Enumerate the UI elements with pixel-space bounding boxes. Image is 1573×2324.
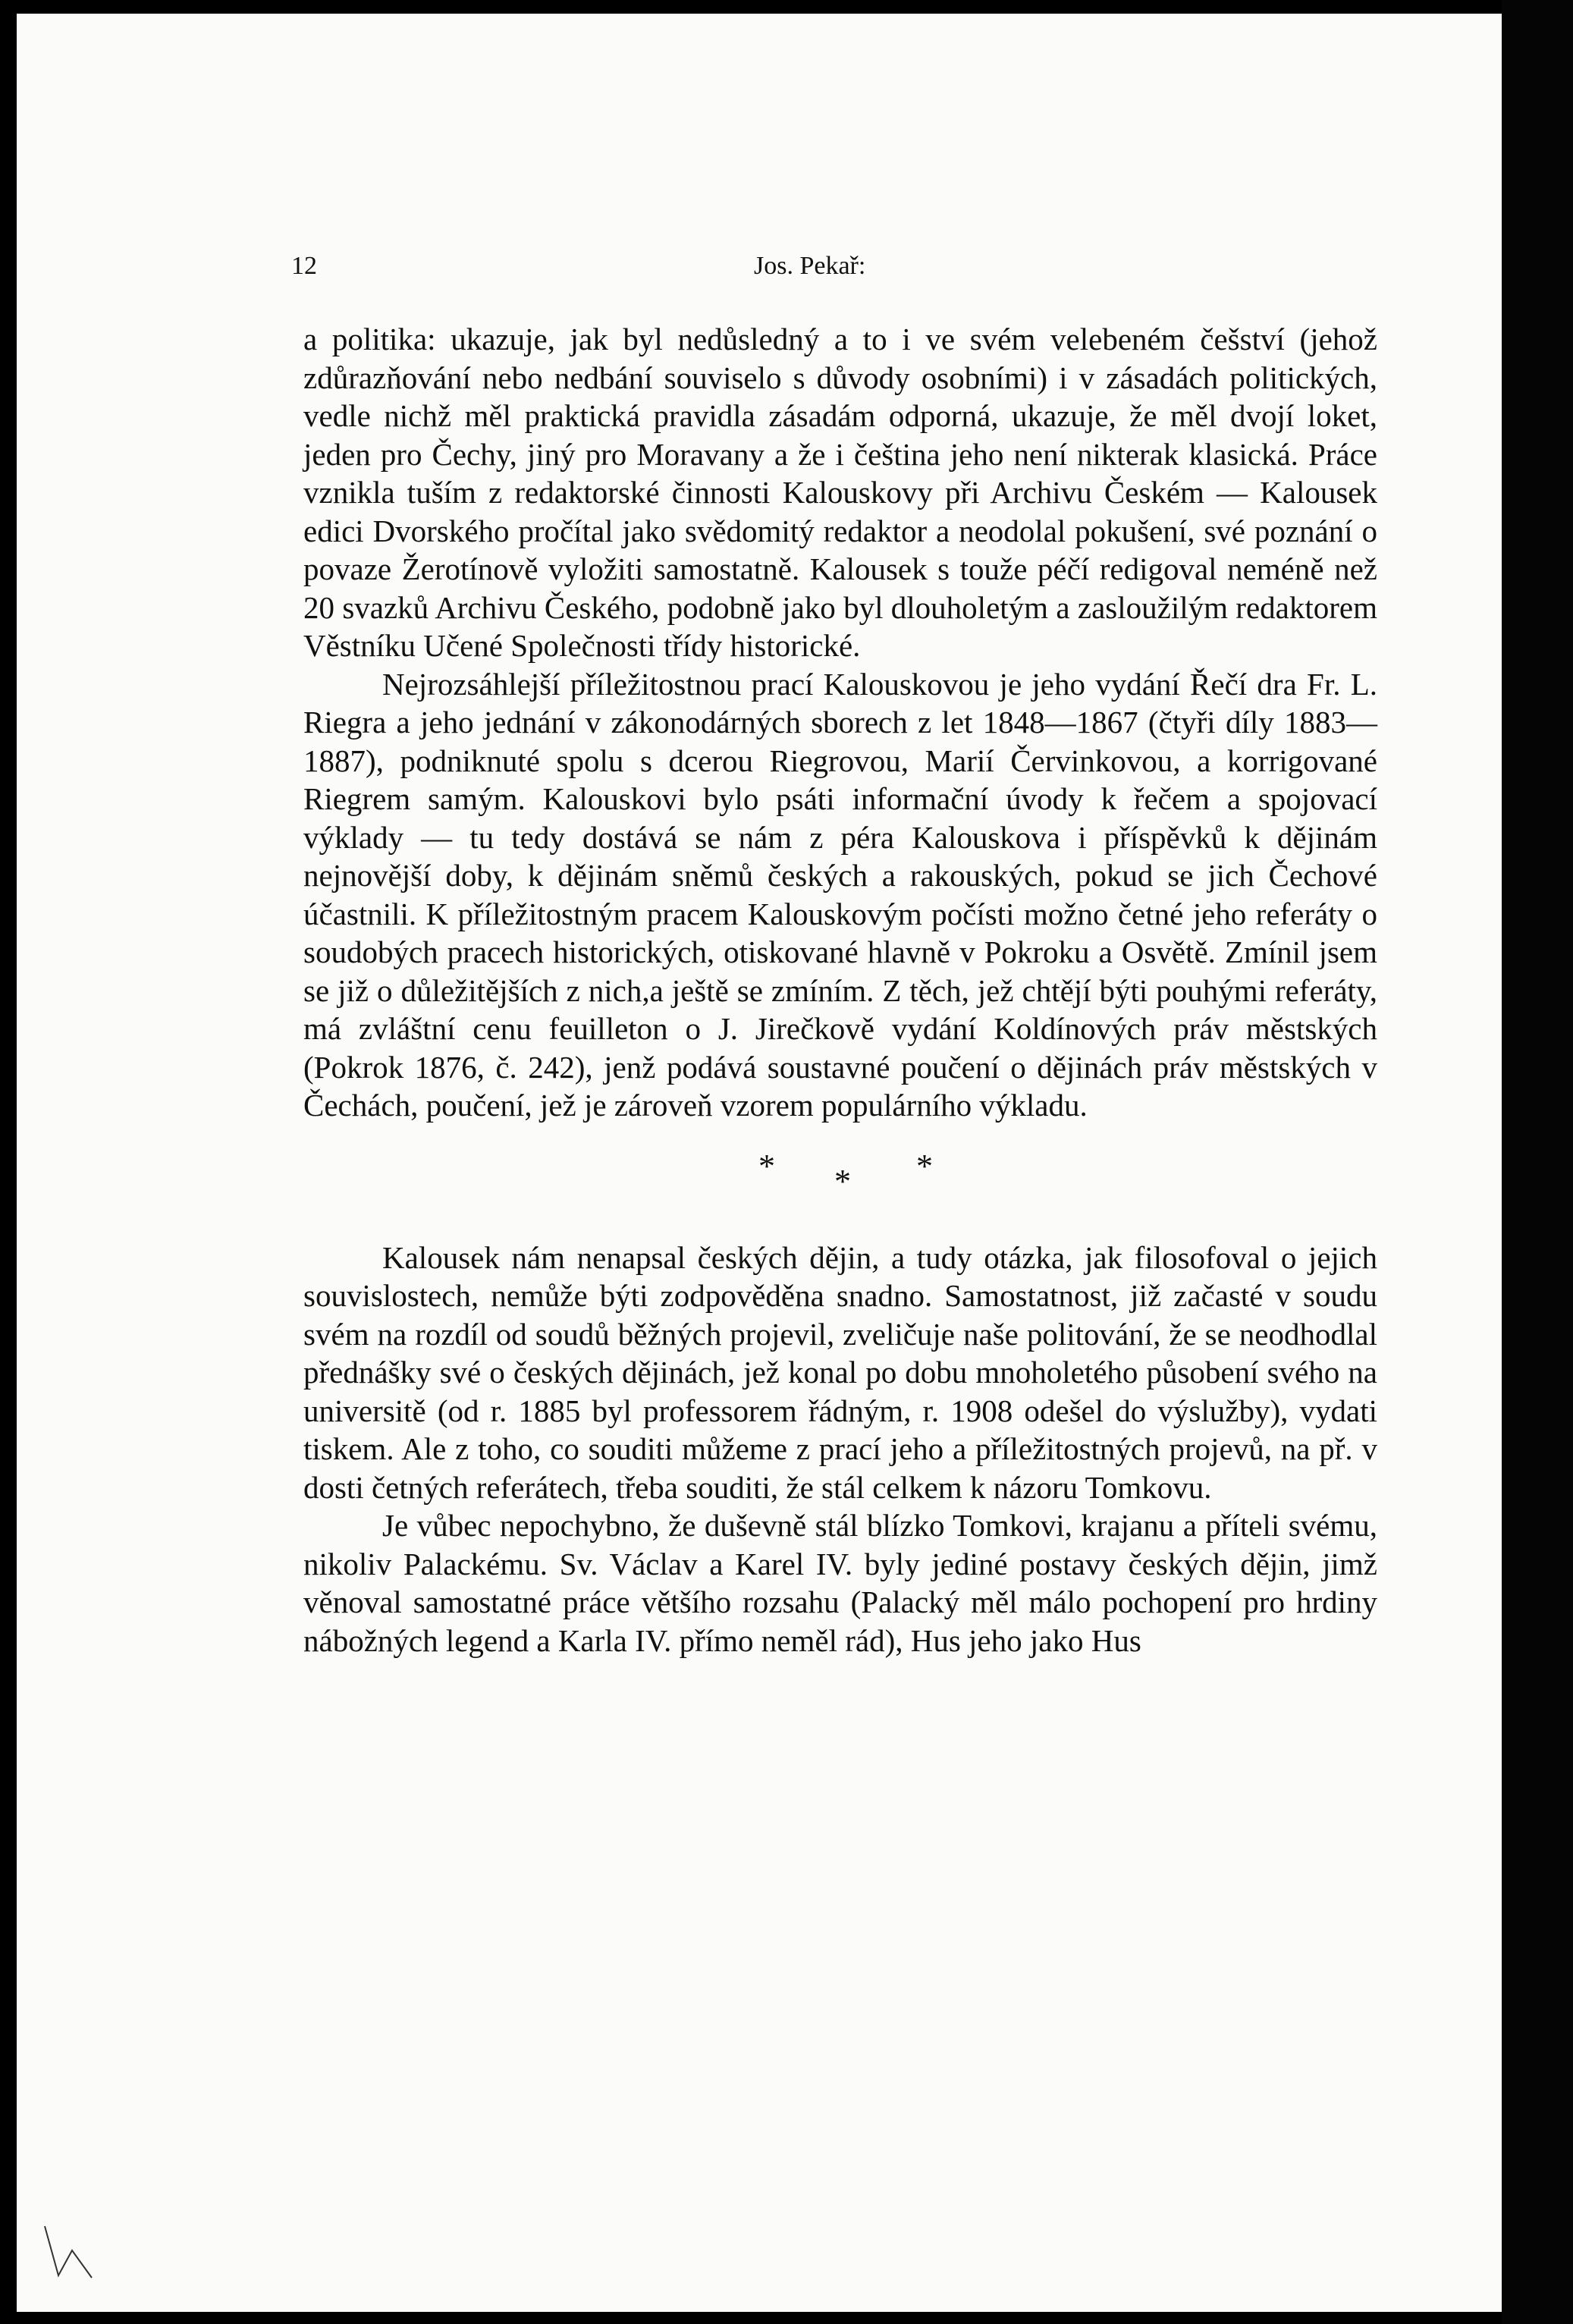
running-head: Jos. Pekař:: [754, 252, 866, 280]
asterisk: *: [758, 1147, 775, 1185]
section-separator: [303, 1125, 1377, 1239]
page-number: 12: [291, 252, 317, 280]
asterisk: *: [834, 1162, 851, 1200]
paragraph: Nejrozsáhlejší příležitostnou prací Kalouskovou je jeho vydání Řečí dra Fr. L. Riegra a jeho jednání v zákonodárných sborech z let 1848—1867 (čtyři díly 1883—1887), podniknuté spolu s dcerou Riegrovou, Marií Červinkovou, a korrigované Riegrem samým. Kalouskovi bylo psáti informační úvody k řečem a spojovací výklady — tu tedy dostává se nám z péra Kalouskova i příspěvků k dějinám nejnovější doby, k dějinám sněmů českých a rakouských, pokud se jich Čechové účastnili. K příležitostným pracem Kalouskovým počísti možno četné jeho referáty o soudobých pracech historických, otiskované hlavně v Pokroku a Osvětě. Zmínil jsem se již o důležitějších z nich,a ještě se zmíním. Z těch, jež chtějí býti pouhými referáty, má zvláštní cenu feuilleton o J. Jirečkově vydání Koldínových práv městských (Pokrok 1876, č. 242), jenž podává soustavné poučení o dějinách práv městských v Čechách, poučení, jež je zároveň vzorem populárního výkladu.: [303, 666, 1377, 1123]
scan-border: [1502, 0, 1573, 2324]
body-text: [303, 320, 1377, 1660]
paragraph: a politika: ukazuje, jak byl nedůsledný a to i ve svém velebeném češství (jehož zdůrazňování nebo nedbání souviselo s důvody osobními) i v zásadách politických, vedle nichž měl praktická pravidla zásadám odporná, ukazuje, že měl dvojí loket, jeden pro Čechy, jiný pro Moravany a že i čeština jeho není nikterak klasická. Práce vznikla tuším z redaktorské činnosti Kalouskovy při Archivu Českém — Kalousek edici Dvorského pročítal jako svědomitý redaktor a neodolal pokušení, své poznání o povaze Žerotínově vyložiti samostatně. Kalousek s touže péčí redigoval neméně než 20 svazků Archivu Českého, podobně jako byl dlouholetým a zasloužilým redaktorem Věstníku Učené Společnosti třídy historické.: [303, 322, 1377, 663]
page-header: [291, 252, 1377, 290]
corner-fold-mark: [42, 2203, 95, 2287]
paragraph: Kalousek nám nenapsal českých dějin, a tudy otázka, jak filosofoval o jejich souvislostech, nemůže býti zodpověděna snadno. Samostatnost, již začasté v soudu svém na rozdíl od soudů běžných projevil, zveličuje naše politování, že se neodhodlal přednášky své o českých dějinách, jež konal po dobu mnoholetého působení svého na universitě (od r. 1885 byl professorem řádným, r. 1908 odešel do výslužby), vydati tiskem. Ale z toho, co souditi můžeme z prací jeho a příležitostných projevů, na př. v dosti četných referátech, třeba souditi, že stál celkem k názoru Tomkovu.: [303, 1239, 1377, 1505]
asterisk: *: [916, 1147, 933, 1185]
paragraph: Je vůbec nepochybno, že duševně stál blízko Tomkovi, krajanu a příteli svému, nikoliv Palackému. Sv. Václav a Karel IV. byly jediné postavy českých dějin, jimž věnoval samostatné práce většího rozsahu (Palacký měl málo pochopení pro hrdiny nábožných legend a Karla IV. přímo neměl rád), Hus jeho jako Hus: [303, 1508, 1377, 1658]
